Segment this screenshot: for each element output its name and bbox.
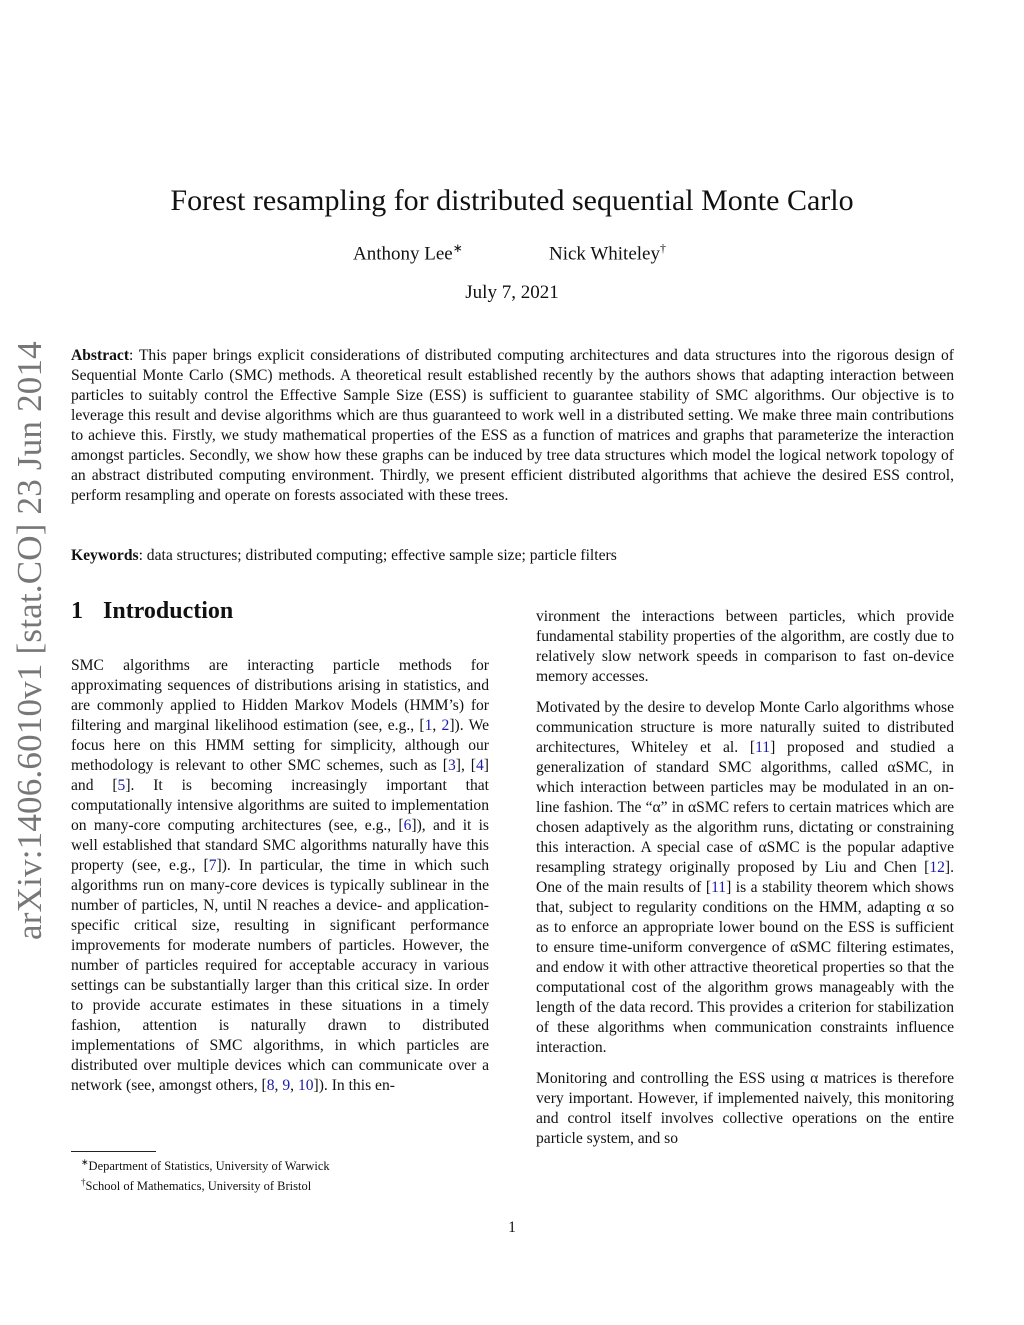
citation-link[interactable]: 4 <box>476 757 484 774</box>
text-segment: ]). In particular, the time in which such algorithms run on many-core devices is typically sublinear in the number of particles, N, until N reaches a device- and application-specific critical size, resulting in significant performance improvements for moderate numbers of particles. However, the number of particles required for acceptable accuracy in various settings can be substantially larger than this critical size. In order to provide accurate estimates in these situations in a timely fashion, attention is naturally drawn to distributed implementations of SMC algorithms, in which particles are distributed over multiple devices which can communicate over a network (see, amongst others, [ <box>71 857 489 1094</box>
keywords-text: : data structures; distributed computing; effective sample size; particle filters <box>138 547 617 564</box>
footnote-2-text: School of Mathematics, University of Bristol <box>85 1179 312 1194</box>
section-title: Introduction <box>103 598 234 624</box>
footnote-1 <box>71 1154 489 1174</box>
citation-link[interactable]: 3 <box>447 757 456 774</box>
text-segment: ]. It is becoming increasingly important that computationally intensive algorithms are suited to implementation on many-core computing architectures (see, e.g., [ <box>71 777 489 834</box>
footnote-2 <box>71 1174 489 1194</box>
text-segment: ], [ <box>455 757 476 774</box>
author-1-name: Anthony Lee <box>353 243 453 265</box>
text-segment: ] is a stability theorem which shows that, subject to regularity conditions on the HMM, adapting α so as to enforce an appropriate lower bound on the ESS is sufficient to ensure time-uniform convergence of αSMC filtering estimates, and endow it with other attractive theoretical properties so that the computational cost of the algorithm grows manageably with the length of the data record. This provides a criterion for stabilization of these algorithms when communication constraints influence interaction. <box>536 879 954 1056</box>
citation-link[interactable]: 1 <box>424 717 433 734</box>
text-segment: ]). In this en- <box>313 1077 395 1094</box>
citation-link[interactable]: 11 <box>711 879 727 896</box>
footnote-1-text: Department of Statistics, University of Warwick <box>88 1159 330 1174</box>
text-segment: ] and [ <box>71 757 489 794</box>
footnote-rule <box>71 1151 156 1152</box>
author-2-name: Nick Whiteley <box>549 243 660 265</box>
footnotes <box>71 1154 489 1194</box>
paragraph-continuation: vironment the interactions between particles, which provide fundamental stability properties of the algorithm, are costly due to relatively slow network speeds in comparison to fast on-device memory accesses. <box>536 608 954 685</box>
text-segment: , <box>290 1077 298 1094</box>
citation-link[interactable]: 5 <box>117 777 126 794</box>
citation-link[interactable]: 12 <box>929 859 945 876</box>
paper-title: Forest resampling for distributed sequential Monte Carlo <box>170 184 854 217</box>
citation-link[interactable]: 11 <box>755 739 771 756</box>
right-column <box>536 607 954 1149</box>
arxiv-identifier: arXiv:1406.6010v1 [stat.CO] 23 Jun 2014 <box>10 341 49 940</box>
footnote-1-mark: ∗ <box>81 1157 89 1167</box>
text-segment: ] proposed and studied a generalization of standard SMC algorithms, called αSMC, in which interaction between particles may be modulated in an on-line fashion. The “α” in αSMC refers to certain matrices which are chosen adaptively as the algorithm runs, dictating or constraining this interaction. A special case of αSMC is the popular adaptive resampling strategy originally proposed by Liu and Chen [ <box>536 739 954 876</box>
author-1-mark: ∗ <box>452 241 463 255</box>
text-segment: , <box>432 717 442 734</box>
text-segment: ]. One of the main results of [ <box>536 859 954 896</box>
text-segment: SMC algorithms are interacting particle methods for approximating sequences of distributions arising in statistics, and are commonly applied to Hidden Markov Models (HMM’s) for filtering and marginal likelihood estimation (see, e.g., [ <box>71 657 489 734</box>
citation-link[interactable]: 6 <box>403 817 412 834</box>
author-1 <box>353 241 463 265</box>
paragraph-motivation <box>536 698 954 1058</box>
section-number: 1 <box>71 598 83 624</box>
citation-link[interactable]: 7 <box>208 857 217 874</box>
abstract-label: Abstract <box>71 347 130 364</box>
text-segment: Motivated by the desire to develop Monte Carlo algorithms whose communication structure is more naturally suited to distributed architectures, Whiteley et al. [ <box>536 699 954 756</box>
footnote-2-mark: † <box>81 1177 86 1188</box>
paragraph-monitoring: Monitoring and controlling the ESS using α matrices is therefore very important. However, if implemented naively, this monitoring and control itself involves collective operations on the entire particle system, and so <box>536 1070 954 1147</box>
citation-link[interactable]: 10 <box>297 1077 314 1094</box>
keywords-label: Keywords <box>71 547 139 564</box>
citation-link[interactable]: 2 <box>441 717 450 734</box>
keywords <box>71 546 954 566</box>
citation-link[interactable]: 9 <box>282 1077 291 1094</box>
citation-link[interactable]: 8 <box>266 1077 275 1094</box>
paper-date: July 7, 2021 <box>465 282 559 303</box>
left-column <box>71 656 489 1096</box>
abstract <box>71 346 954 506</box>
author-2 <box>549 241 666 265</box>
page-number: 1 <box>508 1219 516 1236</box>
intro-paragraph <box>71 656 489 1096</box>
text-segment: ]), and it is well established that standard SMC algorithms naturally have this property (see, e.g., [ <box>71 817 489 874</box>
author-2-mark: † <box>659 241 666 255</box>
abstract-text: : This paper brings explicit considerations of distributed computing architectures and data structures into the rigorous design of Sequential Monte Carlo (SMC) methods. A theoretical result established recently by the authors shows that adapting interaction between particles to suitably control the Effective Sample Size (ESS) is sufficient to guarantee stability of SMC algorithms. Our objective is to leverage this result and devise algorithms which are thus guaranteed to work well in a distributed setting. We make three main contributions to achieve this. Firstly, we study mathematical properties of the ESS as a function of matrices and graphs that parameterize the interaction amongst particles. Secondly, we show how these graphs can be induced by tree data structures which model the logical network topology of an abstract distributed computing environment. Thirdly, we present efficient distributed algorithms that achieve the desired ESS control, perform resampling and operate on forests associated with these trees. <box>71 347 954 504</box>
section-heading <box>71 598 233 625</box>
text-segment: , <box>274 1077 283 1094</box>
text-segment: ]). We focus here on this HMM setting for simplicity, although our methodology is relevant to other SMC schemes, such as [ <box>71 717 490 774</box>
